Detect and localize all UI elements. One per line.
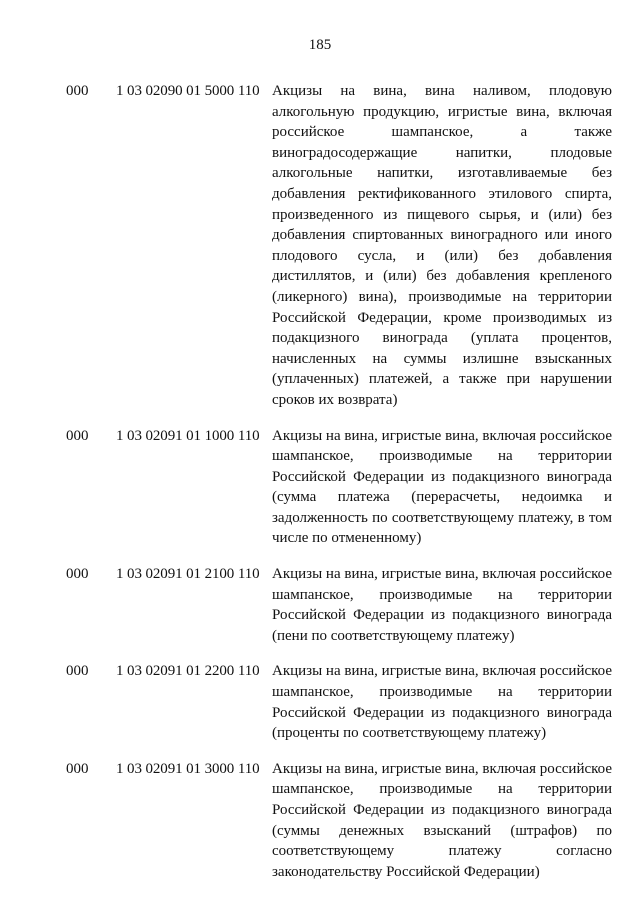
- budget-classification-code: 1 03 02091 01 2200 110: [116, 663, 260, 680]
- kbk-table: [0, 66, 640, 897]
- budget-classification-code: 1 03 02091 01 2100 110: [116, 566, 260, 583]
- income-description: Акцизы на вина, игристые вина, включая российское шампанское, производимые на территории Российской Федерации из подакцизного винограда (пени по соответствующему платежу): [272, 566, 612, 644]
- admin-code: 000: [66, 427, 89, 444]
- page-number: 185: [308, 37, 332, 53]
- income-description: Акцизы на вина, вина наливом, плодовую алкогольную продукцию, игристые вина, включая российское шампанское, а также виноградосодержащие напитки, плодовые алкогольные напитки, изготавливаемые без добавления ректификованного этилового спирта, произведенного из пищевого сырья, и (или) без добавления спиртованных виноградного или иного плодового сусла, и (или) без добавления дистиллятов, и (или) без добавления крепленого (ликерного) вина), производимые на территории Российской Федерации, кроме производимых из подакцизного винограда (уплата процентов, начисленных на суммы излишне взысканных (уплаченных) платежей, а также при нарушении сроков их возврата): [272, 83, 612, 408]
- table-row: [0, 661, 640, 743]
- budget-classification-code: 1 03 02091 01 3000 110: [116, 760, 260, 777]
- table-row: [0, 564, 640, 646]
- income-description: Акцизы на вина, игристые вина, включая российское шампанское, производимые на территории Российской Федерации из подакцизного винограда (проценты по соответствующему платежу): [272, 663, 612, 742]
- admin-code: 000: [66, 566, 89, 583]
- admin-code: 000: [66, 760, 89, 777]
- budget-classification-code: 1 03 02090 01 5000 110: [116, 83, 260, 99]
- budget-classification-code: 1 03 02091 01 1000 110: [116, 427, 260, 444]
- income-description: Акцизы на вина, игристые вина, включая российское шампанское, производимые на территории Российской Федерации из подакцизного винограда (сумма платежа (перерасчеты, недоимка и задолженность по соответствующему платежу, в том числе по отмененному): [272, 427, 612, 547]
- admin-code: 000: [66, 83, 89, 99]
- table-row: [0, 759, 640, 883]
- admin-code: 000: [66, 663, 89, 680]
- table-row: [0, 81, 640, 411]
- income-description: Акцизы на вина, игристые вина, включая российское шампанское, производимые на территории Российской Федерации из подакцизного винограда (суммы денежных взысканий (штрафов) по соответствующему платежу согласно законодательству Российской Федерации): [272, 760, 612, 880]
- table-row: [0, 426, 640, 550]
